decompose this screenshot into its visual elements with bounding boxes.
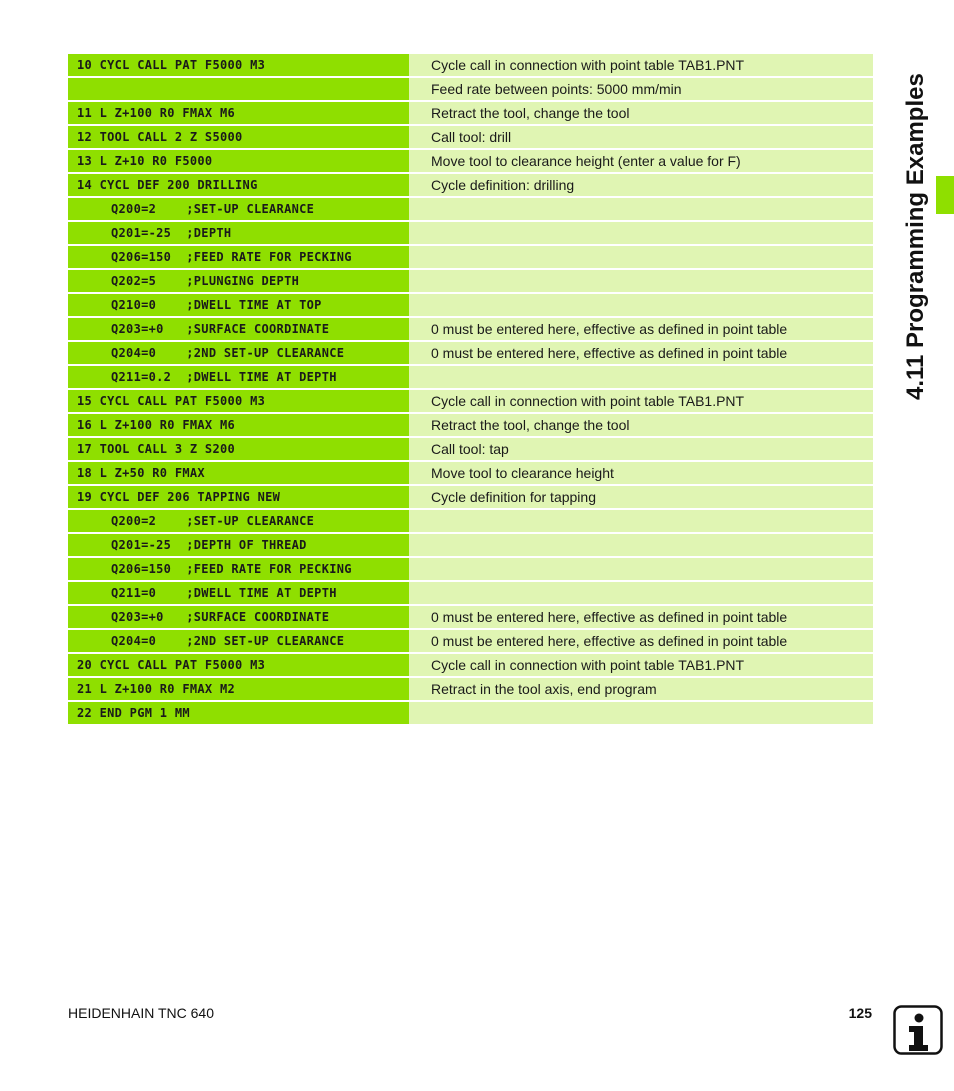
nc-code-cell: 16 L Z+100 R0 FMAX M6 [68, 414, 409, 436]
table-row [68, 630, 873, 652]
description-cell: Retract the tool, change the tool [409, 102, 873, 124]
description-cell: Call tool: tap [409, 438, 873, 460]
nc-code-cell: 14 CYCL DEF 200 DRILLING [68, 174, 409, 196]
description-cell: 0 must be entered here, effective as defined in point table [409, 606, 873, 628]
table-row [68, 150, 873, 172]
info-icon [893, 1005, 943, 1055]
table-row [68, 198, 873, 220]
program-table [68, 54, 873, 726]
table-row [68, 54, 873, 76]
nc-code-cell: Q211=0.2 ;DWELL TIME AT DEPTH [68, 366, 409, 388]
description-cell [409, 534, 873, 556]
nc-code-cell [68, 78, 409, 100]
description-cell [409, 270, 873, 292]
description-cell: Move tool to clearance height (enter a value for F) [409, 150, 873, 172]
description-cell [409, 294, 873, 316]
table-row [68, 270, 873, 292]
chapter-title: 4.11 Programming Examples [902, 73, 929, 400]
description-cell [409, 366, 873, 388]
table-row [68, 510, 873, 532]
description-cell: 0 must be entered here, effective as defined in point table [409, 342, 873, 364]
nc-code-cell: 22 END PGM 1 MM [68, 702, 409, 724]
nc-code-cell: 21 L Z+100 R0 FMAX M2 [68, 678, 409, 700]
nc-code-cell: 20 CYCL CALL PAT F5000 M3 [68, 654, 409, 676]
description-cell: Feed rate between points: 5000 mm/min [409, 78, 873, 100]
description-cell [409, 558, 873, 580]
nc-code-cell: Q203=+0 ;SURFACE COORDINATE [68, 318, 409, 340]
nc-code-cell: Q200=2 ;SET-UP CLEARANCE [68, 510, 409, 532]
chapter-tab-marker [936, 176, 954, 214]
table-row [68, 582, 873, 604]
description-cell: Cycle call in connection with point table TAB1.PNT [409, 390, 873, 412]
table-row [68, 78, 873, 100]
nc-code-cell: Q203=+0 ;SURFACE COORDINATE [68, 606, 409, 628]
table-row [68, 534, 873, 556]
page-number: 125 [848, 1005, 872, 1021]
description-cell [409, 222, 873, 244]
description-cell [409, 582, 873, 604]
table-row [68, 606, 873, 628]
table-row [68, 102, 873, 124]
nc-code-cell: 11 L Z+100 R0 FMAX M6 [68, 102, 409, 124]
table-row [68, 366, 873, 388]
description-cell [409, 246, 873, 268]
table-row [68, 246, 873, 268]
description-cell: 0 must be entered here, effective as defined in point table [409, 630, 873, 652]
table-row [68, 654, 873, 676]
description-cell: Retract the tool, change the tool [409, 414, 873, 436]
nc-code-cell: 17 TOOL CALL 3 Z S200 [68, 438, 409, 460]
description-cell: Cycle definition for tapping [409, 486, 873, 508]
description-cell [409, 510, 873, 532]
nc-code-cell: Q211=0 ;DWELL TIME AT DEPTH [68, 582, 409, 604]
table-row [68, 702, 873, 724]
nc-code-cell: 15 CYCL CALL PAT F5000 M3 [68, 390, 409, 412]
nc-code-cell: Q201=-25 ;DEPTH OF THREAD [68, 534, 409, 556]
description-cell: Retract in the tool axis, end program [409, 678, 873, 700]
table-row [68, 486, 873, 508]
description-cell [409, 198, 873, 220]
table-row [68, 318, 873, 340]
table-row [68, 390, 873, 412]
nc-code-cell: Q206=150 ;FEED RATE FOR PECKING [68, 246, 409, 268]
table-row [68, 558, 873, 580]
nc-code-cell: Q204=0 ;2ND SET-UP CLEARANCE [68, 342, 409, 364]
description-cell: Cycle call in connection with point table TAB1.PNT [409, 654, 873, 676]
description-cell [409, 702, 873, 724]
nc-code-cell: Q210=0 ;DWELL TIME AT TOP [68, 294, 409, 316]
description-cell: Move tool to clearance height [409, 462, 873, 484]
footer-product-name: HEIDENHAIN TNC 640 [68, 1005, 215, 1021]
nc-code-cell: Q206=150 ;FEED RATE FOR PECKING [68, 558, 409, 580]
table-row [68, 126, 873, 148]
description-cell: Cycle call in connection with point table TAB1.PNT [409, 54, 873, 76]
nc-code-cell: 13 L Z+10 R0 F5000 [68, 150, 409, 172]
nc-code-cell: 10 CYCL CALL PAT F5000 M3 [68, 54, 409, 76]
nc-code-cell: Q202=5 ;PLUNGING DEPTH [68, 270, 409, 292]
nc-code-cell: 12 TOOL CALL 2 Z S5000 [68, 126, 409, 148]
table-row [68, 174, 873, 196]
description-cell: Cycle definition: drilling [409, 174, 873, 196]
description-cell: Call tool: drill [409, 126, 873, 148]
description-cell: 0 must be entered here, effective as defined in point table [409, 318, 873, 340]
nc-code-cell: Q200=2 ;SET-UP CLEARANCE [68, 198, 409, 220]
table-row [68, 414, 873, 436]
nc-code-cell: 19 CYCL DEF 206 TAPPING NEW [68, 486, 409, 508]
nc-code-cell: Q204=0 ;2ND SET-UP CLEARANCE [68, 630, 409, 652]
nc-code-cell: Q201=-25 ;DEPTH [68, 222, 409, 244]
table-row [68, 342, 873, 364]
table-row [68, 462, 873, 484]
table-row [68, 678, 873, 700]
table-row [68, 222, 873, 244]
nc-code-cell: 18 L Z+50 R0 FMAX [68, 462, 409, 484]
table-row [68, 294, 873, 316]
table-row [68, 438, 873, 460]
